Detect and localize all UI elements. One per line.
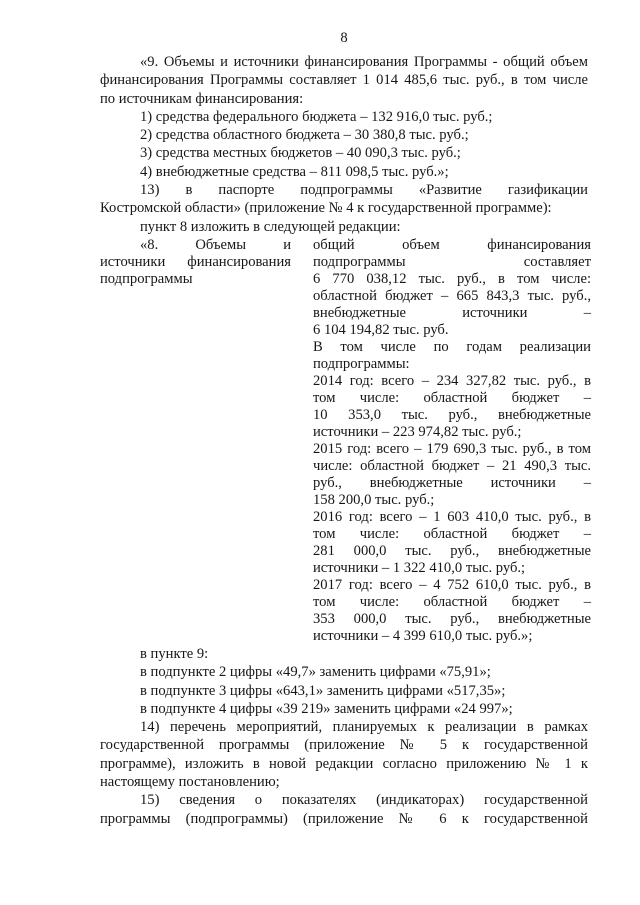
item9-change-line: в подпункте 2 цифры «49,7» заменить цифрами «75,91»; [140,664,491,681]
item9-line: по источникам финансирования: [100,90,304,107]
year-2016-line: том числе: областной бюджет – [313,525,591,542]
amendments-lower-block [100,645,588,828]
funding-source-line: 1) средства федерального бюджета – 132 916,0 тыс. руб.; [140,108,493,125]
item13-instruction: пункт 8 изложить в следующей редакции: [140,218,401,235]
total-funding-line: внебюджетные источники – [313,304,591,321]
funding-source-line: 3) средства местных бюджетов – 40 090,3 тыс. руб.; [140,145,461,162]
year-2016-line: 281 000,0 тыс. руб., внебюджетные [313,542,591,559]
item14-line: государственной программы (приложение № 5 к государственной [100,737,588,754]
year-2015-line: 158 200,0 тыс. руб.; [313,491,435,508]
total-funding-line: подпрограммы составляет [313,253,591,270]
table-label-cell [100,237,291,288]
year-2016-line: 2016 год: всего – 1 603 410,0 тыс. руб., в [313,508,591,525]
year-2016-line: источники – 1 322 410,0 тыс. руб.; [313,559,526,576]
item13-line: 13) в паспорте подпрограммы «Развитие газификации [140,182,588,199]
item14-line: 14) перечень мероприятий, планируемых к реализации в рамках [140,719,588,736]
item9-changes-intro: в пункте 9: [140,646,209,662]
item9-line: «9. Объемы и источники финансирования Программы - общий объем [140,54,588,70]
item9-change-line: в подпункте 3 цифры «643,1» заменить цифрами «517,35»; [140,682,506,699]
year-2017-line: том числе: областной бюджет – [313,593,591,610]
total-funding-line: областной бюджет – 665 843,3 тыс. руб., [313,287,591,304]
year-2015-line: 2015 год: всего – 179 690,3 тыс. руб., в том [313,440,591,457]
page-number: 8 [340,30,348,46]
year-2017-line: 353 000,0 тыс. руб., внебюджетные [313,610,591,627]
total-funding-line: 6 770 038,12 тыс. руб., в том числе: [313,270,591,287]
total-funding-line: 6 104 194,82 тыс. руб. [313,321,449,338]
table-label-line: источники финансирования [100,253,291,270]
funding-source-line: 4) внебюджетные средства – 811 098,5 тыс. руб.»; [140,163,449,180]
by-year-intro-line: подпрограммы: [313,355,410,372]
amendments-upper-block [100,53,588,236]
year-2014-line: 10 353,0 тыс. руб., внебюджетные [313,406,591,423]
table-value-cell [313,237,591,645]
by-year-intro-line: В том числе по годам реализации [313,338,591,355]
year-2015-line: числе: областной бюджет – 21 490,3 тыс. [313,457,591,474]
passport-table [100,237,591,645]
item14-line: настоящему постановлению; [100,774,280,791]
item15-line: программы (подпрограммы) (приложение № 6 к государственной [100,810,588,827]
table-label-line: «8. Объемы и [140,236,291,253]
year-2014-line: том числе: областной бюджет – [313,389,591,406]
funding-source-line: 2) средства областного бюджета – 30 380,8 тыс. руб.; [140,127,469,144]
item13-line: Костромской области» (приложение № 4 к государственной программе): [100,200,552,217]
year-2017-line: 2017 год: всего – 4 752 610,0 тыс. руб., в [313,576,591,593]
item15-line: 15) сведения о показателях (индикаторах) государственной [140,792,588,809]
year-2014-line: источники – 223 974,82 тыс. руб.; [313,423,522,440]
year-2015-line: руб., внебюджетные источники – [313,474,591,491]
table-label-line: подпрограммы [100,270,193,287]
item9-line: финансирования Программы составляет 1 014 485,6 тыс. руб., в том числе [100,72,588,89]
total-funding-line: общий объем финансирования [313,236,591,253]
year-2017-line: источники – 4 399 610,0 тыс. руб.»; [313,627,533,644]
item14-line: программе), изложить в новой редакции согласно приложению № 1 к [100,755,588,772]
item9-change-line: в подпункте 4 цифры «39 219» заменить цифрами «24 997»; [140,700,513,717]
year-2014-line: 2014 год: всего – 234 327,82 тыс. руб., в [313,372,591,389]
